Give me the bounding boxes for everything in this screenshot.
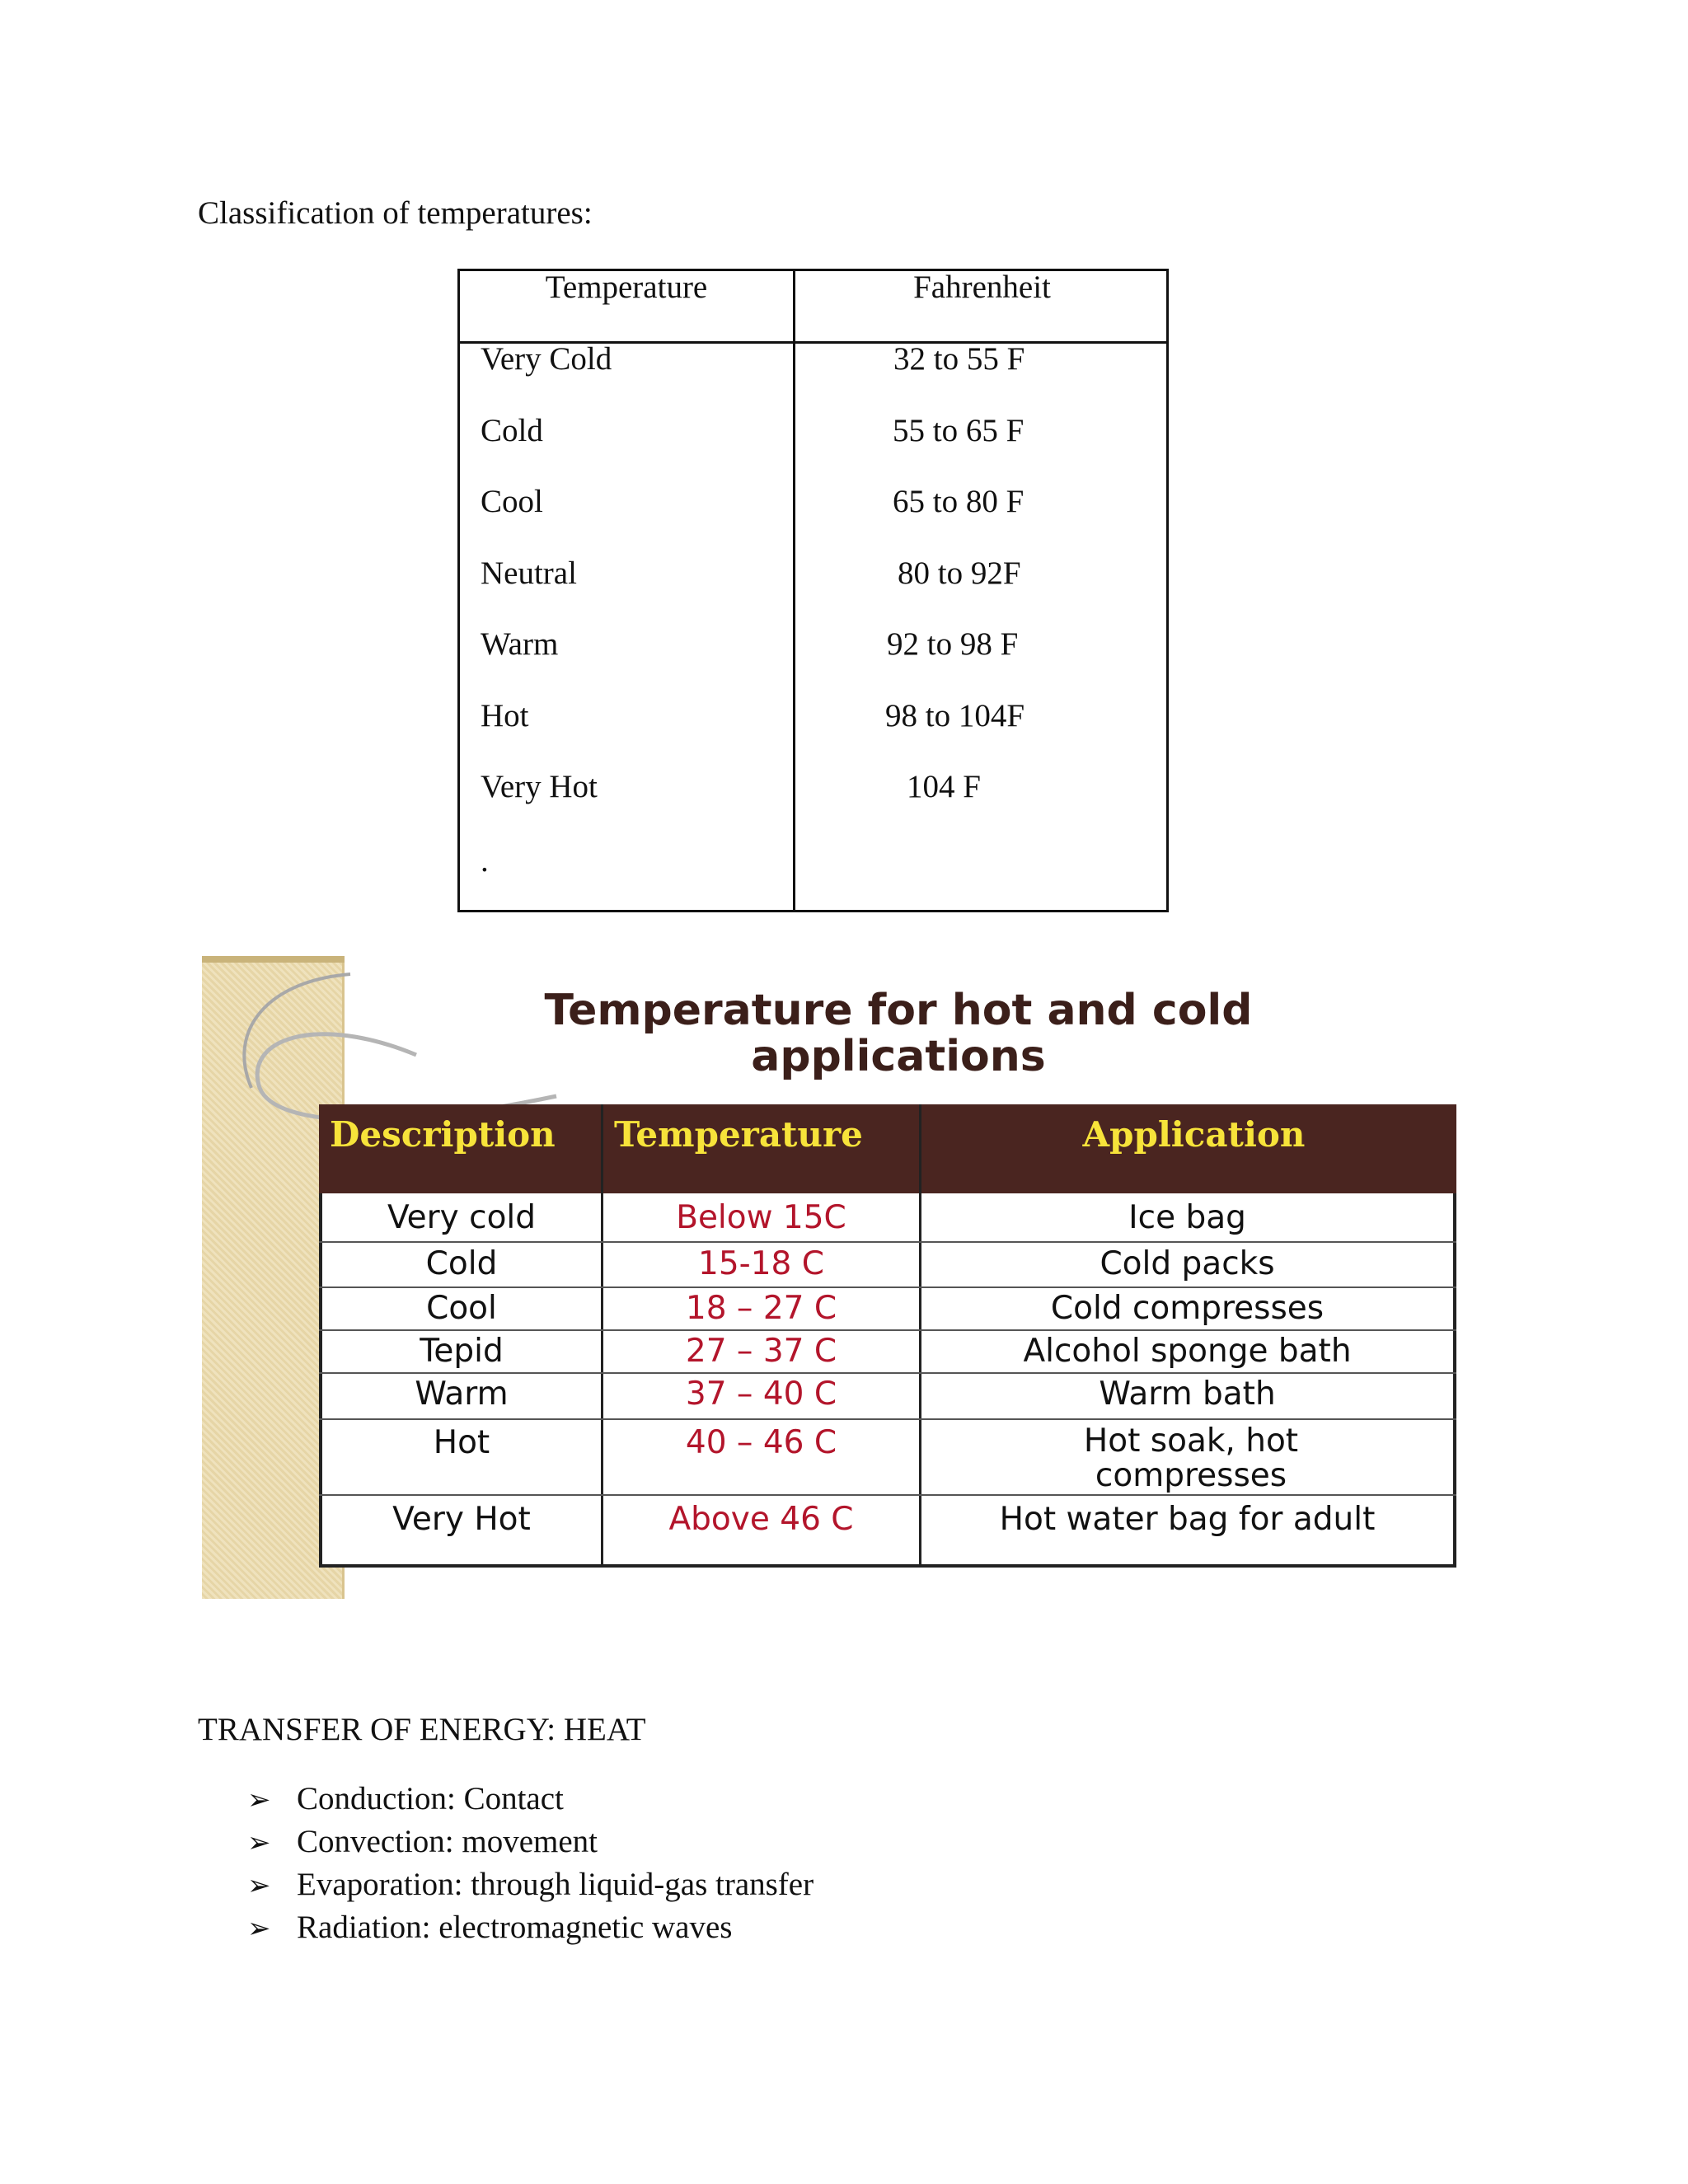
list-item: Convection: movement [297, 1824, 598, 1859]
table-cell-application: Cold compresses [1050, 1290, 1325, 1327]
table-row-label: Cool [481, 484, 543, 519]
table-cell-description: Tepid [420, 1333, 504, 1370]
table-row-value: 55 to 65 F [893, 413, 1025, 448]
table-cell-application: Hot water bag for adult [999, 1501, 1376, 1538]
arrow-bullet-icon: ➢ [247, 1826, 271, 1859]
table-cell-description: Warm [415, 1376, 509, 1413]
row-divider [319, 1494, 1456, 1496]
header-application: Application [1082, 1114, 1306, 1155]
table-cell-temperature: Below 15C [676, 1199, 846, 1236]
table-row-label: Warm [481, 626, 559, 662]
table-cell-description: Very Hot [392, 1501, 531, 1538]
table-row-value: 92 to 98 F [887, 626, 1019, 662]
row-divider [319, 1286, 1456, 1288]
list-item: Radiation: electromagnetic waves [297, 1910, 733, 1945]
table-row-value: 65 to 80 F [893, 484, 1025, 519]
table-row-value: 104 F [907, 769, 981, 804]
table-row-label: Hot [481, 698, 529, 733]
table-cell-description: Very cold [387, 1199, 537, 1236]
table-cell-temperature: 40 – 46 C [685, 1424, 837, 1461]
table-row-value: 98 to 104F [885, 698, 1025, 733]
table-column-divider [793, 269, 795, 912]
table-cell-temperature: 15-18 C [698, 1245, 824, 1282]
arrow-bullet-icon: ➢ [247, 1912, 271, 1945]
table-cell-temperature: 27 – 37 C [685, 1333, 837, 1370]
slide-title: Temperature for hot and cold applications [544, 986, 1253, 1081]
list-item: Evaporation: through liquid-gas transfer [297, 1867, 814, 1902]
table-cell-application: Alcohol sponge bath [1023, 1333, 1352, 1370]
trailing-dot: . [481, 843, 489, 879]
table-cell-description: Hot [433, 1424, 490, 1461]
table-cell-description: Cold [425, 1245, 498, 1282]
header-description: Description [330, 1114, 556, 1155]
row-divider [319, 1329, 1456, 1331]
table-row-value: 32 to 55 F [893, 341, 1025, 377]
row-divider [319, 1418, 1456, 1420]
table-row-label: Very Hot [481, 769, 598, 804]
header-fahrenheit: Fahrenheit [913, 269, 1051, 305]
table-cell-application: Cold packs [1100, 1245, 1275, 1282]
table-cell-temperature: 18 – 27 C [685, 1290, 837, 1327]
table-cell-temperature: 37 – 40 C [685, 1376, 837, 1413]
table-row-label: Very Cold [481, 341, 612, 377]
row-divider [319, 1241, 1456, 1243]
table-cell-temperature: Above 46 C [668, 1501, 854, 1538]
list-item: Conduction: Contact [297, 1781, 564, 1816]
table-cell-application: Hot soak, hot compresses [1083, 1422, 1299, 1494]
section-heading-transfer-of-energy: TRANSFER OF ENERGY: HEAT [198, 1712, 646, 1747]
header-temperature: Temperature [545, 269, 708, 305]
table-cell-description: Cool [426, 1290, 497, 1327]
decorative-bar [202, 956, 345, 963]
table-row-label: Cold [481, 413, 543, 448]
header-temperature-slide: Temperature [614, 1114, 863, 1155]
arrow-bullet-icon: ➢ [247, 1869, 271, 1902]
row-divider [319, 1372, 1456, 1374]
table-cell-application: Ice bag [1128, 1199, 1246, 1236]
table-row-label: Neutral [481, 555, 577, 591]
table-cell-application: Warm bath [1099, 1376, 1276, 1413]
arrow-bullet-icon: ➢ [247, 1783, 271, 1816]
section-heading-classification: Classification of temperatures: [198, 195, 593, 231]
table-row-value: 80 to 92F [898, 555, 1021, 591]
slide-image-hot-cold-applications [202, 956, 1488, 1599]
